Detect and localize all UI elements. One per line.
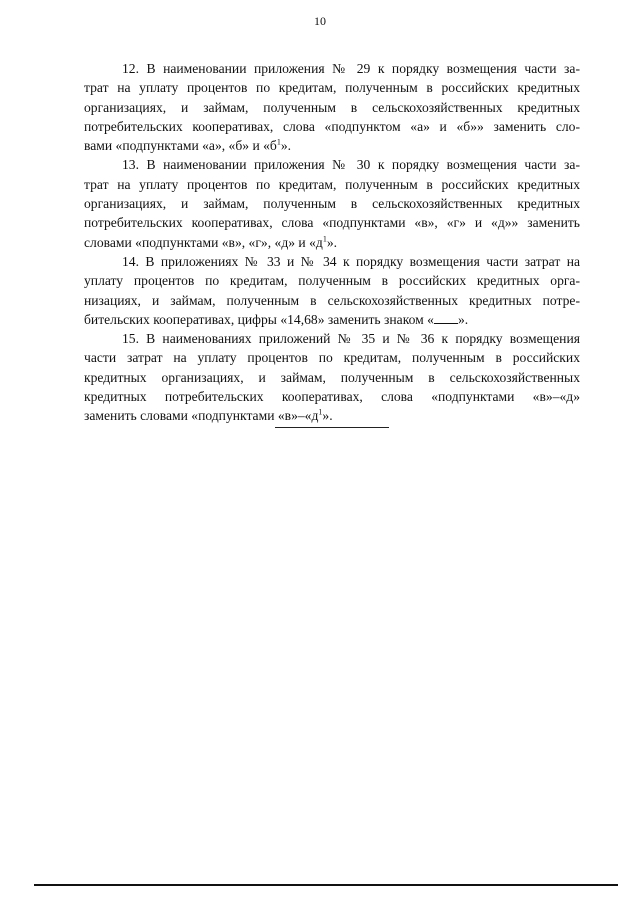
paragraph-line: организациях, и займам, полученным в сельскохозяйственных кредитных: [84, 99, 580, 115]
superscript: 1: [322, 234, 327, 244]
separator-line: [275, 427, 389, 428]
paragraph-line: 15. В наименованиях приложений № 35 и № 36 к порядку возмещения: [122, 331, 580, 347]
superscript: 1: [318, 407, 323, 417]
paragraph-line: трат на уплату процентов по кредитам, полученным в российских кредитных: [84, 176, 580, 192]
paragraph-line: 12. В наименовании приложения № 29 к порядку возмещения части за-: [122, 61, 580, 76]
paragraph-line: 13. В наименовании приложения № 30 к порядку возмещения части за-: [122, 157, 580, 173]
paragraph-line: уплату процентов по кредитам, полученным в российских кредитных орга-: [84, 273, 580, 289]
paragraph-line-last: [84, 406, 580, 425]
text-fragment: ».: [457, 311, 469, 327]
paragraph-line: кредитных потребительских кооперативах, слова «подпунктами «в»–«д»: [84, 389, 580, 405]
text-fragment: вами «подпунктами «а», «б» и «б: [84, 138, 277, 154]
paragraph-line: потребительских кооперативах, слова «подпунктом «а» и «б»» заменить сло-: [84, 118, 580, 134]
text-fragment: ».: [322, 408, 333, 424]
text-fragment: ».: [280, 138, 292, 154]
paragraph-line-last: [84, 136, 580, 155]
paragraph-item-14: [84, 252, 580, 329]
superscript: 1: [276, 137, 281, 147]
paragraph-line: кредитных организациях, и займам, полученным в сельскохозяйственных: [84, 369, 580, 385]
paragraph-line: части затрат на уплату процентов по кредитам, полученным в российских: [84, 350, 580, 366]
blank-underline: [434, 312, 458, 324]
document-body: [84, 59, 580, 426]
paragraph-line-last: [84, 310, 580, 329]
paragraph-line-last: [84, 233, 580, 252]
paragraph-line: 14. В приложениях № 33 и № 34 к порядку возмещения части затрат на: [122, 253, 580, 269]
paragraph-item-12: [84, 59, 580, 155]
text-fragment: словами «подпунктами «в», «г», «д» и «д: [84, 234, 323, 250]
bottom-rule: [34, 884, 618, 886]
paragraph-item-15: [84, 329, 580, 425]
paragraph-line: потребительских кооперативах, слова «подпунктами «в», «г» и «д»» заменить: [84, 215, 580, 231]
paragraph-line: организациях, и займам, полученным в сельскохозяйственных кредитных: [84, 196, 580, 212]
text-fragment: заменить словами «подпунктами «в»–«д: [84, 408, 319, 424]
paragraph-line: трат на уплату процентов по кредитам, полученным в российских кредитных: [84, 80, 580, 96]
text-fragment: бительских кооперативах, цифры «14,68» заменить знаком «: [84, 311, 434, 327]
text-fragment: ».: [326, 234, 338, 250]
page-number: 10: [314, 14, 326, 28]
paragraph-item-13: [84, 155, 580, 251]
paragraph-line: низациях, и займам, полученным в сельскохозяйственных кредитных потре-: [84, 292, 580, 308]
